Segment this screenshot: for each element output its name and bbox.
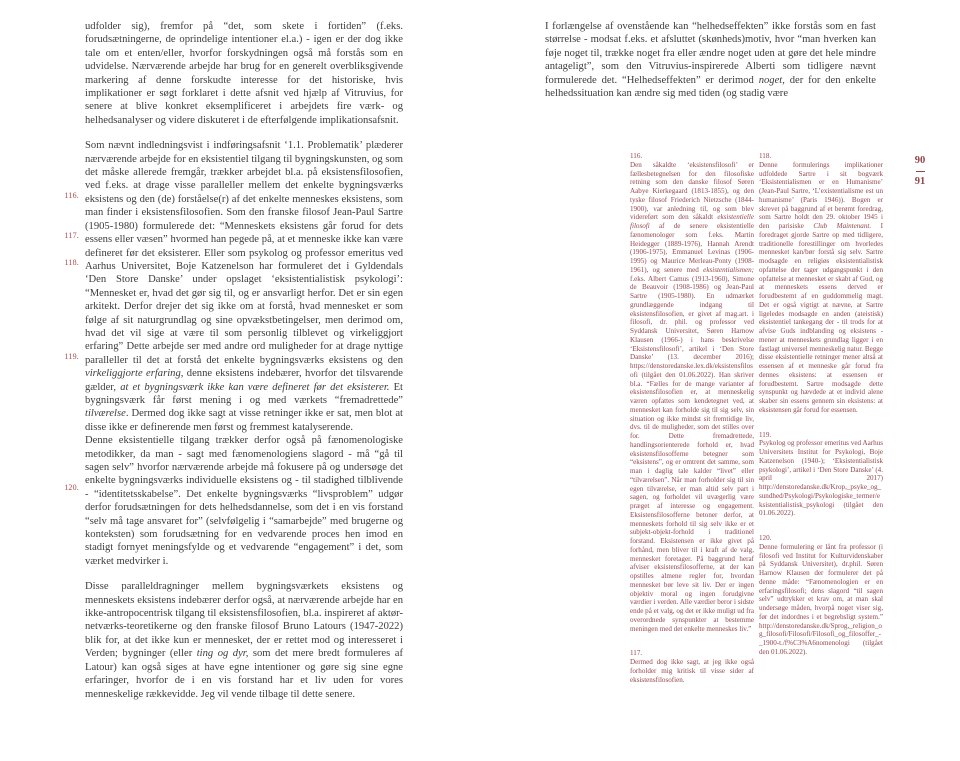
footnote-119 [759, 431, 883, 519]
page-number-dash [916, 171, 925, 172]
paragraph: Disse paralleldragninger mellem bygningsværkets eksistens og menneskets eksistens indebærer derfor også, at nærværende arbejde har en ikke-antropocentrisk tilgang til eksistensfilosofien, bl.a. inspireret af aktør-netværks-teoretikerne og den franske filosof Bruno Latours (1947-2022) blik for, at det ikke kun er mennesket, der er rettet mod og interesseret i Verden; bygninger (eller ting og dyr, som det mere bredt formuleres af Latour) kan også siges at have egne intentioner og gøre sig sine egne erfaringer, hvorfor de i en vis forstand har et liv uden for vores menneskelige rækkevidde. Jeg vil vende tilbage til dette senere. [85, 581, 403, 700]
footnote-number: 117. [630, 649, 643, 658]
footnote-number: 118. [759, 152, 772, 160]
footnote-text: Denne formulering er lånt fra professor (i filosofi ved Institut for Kulturvidenskaber på Syddansk Universitet), dr.phil. Søren Harnow Klausen der formulerer det på denne måde: “Fænomenologien er en erfaringsfilosofi; dens slagord “til sagen selv” udtrykker et krav om, at man skal undersøge måden, hvorpå noget viser sig, før det indordnes i et begrebsligt system.” http://denstoredanske.dk/Sprog,_religion_og_filosofi/Filosofi/Filosofi_og_filosoffer_-_1900-t./f%C3%A6nomenologi (tilgået den 01.06.2022). [759, 542, 883, 656]
footnote-number: 116. [630, 152, 643, 160]
margin-ref-118: 118. [64, 258, 79, 267]
footnote-number: 120. [759, 534, 772, 542]
footnote-120 [759, 534, 883, 657]
paragraph: Denne eksistentielle tilgang trækker derfor også på fænomenologiske metodikker, da man - sagt med fænomenologiens slagord - må “gå til sagen selv” hvorfor nærværende arbejde må fokusere på og undersøge det enkelte bygningsværks individuelle eksistens og - til stadighed tilblivende - “identitetsskabelse”. Det enkelte bygningsværks “livsproblem” udgør derfor forudsætningen for dets helhedsdannelse, som det i en vis forstand “selv må tage ansvaret for” (selvfølgelig i “samarbejde” med brugerne og konteksten) som forudsætning for en vedvarende proces hen imod en stadigt fornyet meningsfylde og et vedvarende “engagement” i det, som værket medvirker i. [85, 435, 403, 567]
footnote-117 [630, 649, 754, 684]
margin-ref-117: 117. [64, 231, 79, 240]
footnote-column-2 [759, 152, 883, 754]
margin-ref-120: 120. [64, 483, 79, 492]
margin-ref-119: 119. [64, 352, 79, 361]
left-page-text-column [85, 20, 403, 701]
page-number-block [903, 155, 937, 188]
footnote-118 [759, 152, 883, 415]
page-number-right: 91 [914, 176, 926, 187]
paragraph: udfolder sig), fremfor på “det, som skete i fortiden” (f.eks. forudsætningerne, de oprindelige intentioner el.a.) - igen er der dog ikke tale om et enten/eller, hvorfor forskydningen også må forstås som en udvidelse. Nærværende arbejde har brug for en generelt overbliksgivende markering af denne forskudte interesse for det historiske, hvis implikationer er søgt forklaret i dette afsnit ved hjælp af Vitruvius, for senere at blive konkret eksemplificeret i arbejdets fire værk- og helhedsanalyser og videre diskuteret i de efterfølgende implikationsafsnit. [85, 21, 403, 126]
intro-paragraph: I forlængelse af ovenstående kan “helhedseffekten” ikke forstås som en fast størrelse - modsat f.eks. et afsluttet (skønheds)motiv, hvor “man hverken kan føje noget til, trække noget fra eller ændre noget uden at gøre det hele mindre antageligt”, som den Vitruvius-inspirerede Alberti som tidligere nævnt formulerede det. “Helhedseffekten” er derimod noget, der for den enkelte helhedssituation kan ændre sig med tiden (og stadig være [545, 21, 876, 100]
footnote-text: Psykolog og professor emeritus ved Aarhus Universitets Institut for Psykologi, Boje Katzenelson (1940-); ‘Eksistentialistisk psykologi’, artikel i ‘Den Store Danske’ (4. april 2017) http://denstoredanske.dk/Krop,_psyke_og_sundhed/Psykologi/Psykologiske_termer/eksistentialistisk_psykologi (tilgået den 01.06.2022). [759, 439, 883, 518]
footnote-116 [630, 152, 754, 633]
footnote-text: Den såkaldte ‘eksistensfilosofi’ er fællesbetegnelsen for den filosofiske retning som den danske filosof Søren Aabye Kierkegaard (1813-1855), og den tyske filosof Friederich Nietzsche (1844-1900), var anledning til, og som blev videreført som den såkaldt eksistentielle filosofi af de senere eksistentielle fænomenologer som f.eks. Martin Heidegger (1889-1976), Hannah Arendt (1906-1975), Emmanuel Levinas (1906-1995) og Maurice Merleau-Ponty (1908-1961), og senere med eksistentialismen; f.eks. Albert Camus (1913-1960), Simone de Beauvoir (1908-1986) og Jean-Paul Sartre (1905-1980). En udmærket grundlæggende indgang til eksistensfilosofien, er givet af mag.art. i filosofi, dr. phil. og professor ved Syddansk Universitet, Søren Harnow Klausen (1966-) i hans beskrivelse ‘Eksistensfilosofi’, artikel i ‘Den Store Danske’ (13. december 2016); https://denstoredanske.lex.dk/eksistensfilosofi (tilgået den 01.06.2022). Han skriver bl.a. “Fælles for de mange varianter af eksistensfilosofien er, at menneskelig væren opfattes som kendetegnet ved, at mennesket kan forholde sig til sig selv, sin situation og ikke mindst sit fremtidige liv, dvs. til de muligheder, som det stilles over for. Dette fremadrettede, handlingsorienterede forhold er, hvad eksistensfilosofferne betegner som “eksistens”, og er omtrent det samme, som man i daglig tale kalder “livet” eller “tilværelsen”. Når man forholder sig til sin egen tilværelse, er man altid selv part i sagen, og forholdet vil uvægerlig være præget af interesse og engagement. Eksistensfilosofferne betoner derfor, at menneskets forhold til sig selv ikke er et subjekt-objekt-forhold i traditionel forstand. Eksistensen er ikke givet på forhånd, men bliver til i kraft af de valg, mennesket foretager. På baggrund heraf afviser eksistensfilosofferne, at der kan opstilles almene regler for, hvordan mennesket bør leve sit liv. Der er ingen objektiv moral og ingen forudgivne værdier i verden. Alle værdier beror i sidste ende på et valg, og det er ikke muligt ud fra overordnede synspunkter at bestemme meningen med det enkelte menneskes liv.” [630, 160, 754, 633]
page-number-left: 90 [914, 155, 926, 166]
footnote-text: Dermed dog ikke sagt, at jeg ikke også forholder mig kritisk til visse sider af eksistensfilosofien. [630, 658, 754, 684]
right-page-text-column [545, 20, 876, 100]
footnote-number: 119. [759, 430, 772, 439]
footnote-column-1 [630, 152, 754, 754]
margin-ref-116: 116. [64, 191, 79, 200]
paragraph: Som nævnt indledningsvist i indføringsafsnit ‘1.1. Problematik’ plæderer nærværende arbejde for en eksistentiel tilgang til bygningskunsten, og som det måske allerede fremgår, trækker arbejdet bl.a. på eksistensfilosofien, ved f.eks. at drage visse paralleller mellem det enkelte bygningsværks eksistens og den (de) forståelse(r) af det enkelte menneskes eksistens, som man finder i eksistensfilosofien. Som den franske filosof Jean-Paul Sartre (1905-1980) formulerede det: “Menneskets eksistens går forud for dets essens eller væsen” hvormed han pegede på, at et menneske ikke kan være defineret før det eksisterer. Eller som psykolog og professor emeritus ved Aarhus Universitet, Boje Katzenelson har formuleret det i Gyldendals ‘Den Store Danske’ under opslaget ‘eksistentialistisk psykologi’: “Mennesket er, hvad det gør sig til, og er ansvarligt herfor. Det er sin egen arkitekt. Derfor drejer det sig ikke om at forstå, hvad mennesket er som følge af sit naturgrundlag og sine opvækstbetingelser, men derimod om, hvad det vil sige at være til som personlig tilblevet og virkeliggjort erfaring” Dette arbejde ser med andre ord muligheder for at drage nyttige paralleller til det at forstå det enkelte bygningsværks eksistens og den virkeliggjorte erfaring, denne eksistens indebærer, hvorfor det tilsvarende gælder, at et bygningsværk ikke kan være defineret før det eksisterer. Et bygningsværk får først mening i og med værkets “fremadrettede” tilværelse. Dermed dog ikke sagt at visse retninger ikke er sat, men blot at disse ikke er definerende men først og fremmest katalyserende. [85, 140, 403, 433]
footnote-text: Denne formulerings implikationer udfoldede Sartre i sit bogværk ‘Eksistentialismen er en Humanisme’ (Jean-Paul Sartre, ‘L’existentialisme est un humanisme’ (Paris 1946)). Bogen er skrevet på baggrund af et berømt foredrag, som Sartre holdt den 29. oktober 1945 i den parisiske Club Maintenant. I foredraget gjorde Sartre op med tidligere, traditionelle forestillinger om hvorledes mennesket kan/bør forstå sig selv. Sartre modsagde en religiøs eksistentialistisk opfattelse der tager udgangspunkt i den opfattelse at mennesket er skabt af Gud, og at menneskets essens derved er forudbestemt af en guddommelig magt. Det er også vigtigt at nævne, at Sartre ligeledes modsagde en anden (ateistisk) eksistentiel tankegang der - til trods for at afvise Guds indblanding og eksistens - mener at menneskets grundlag ligger i en fastlagt universel menneskelig natur. Begge disse eksistentielle retninger mener altså at essensen af et menneske går forud fra dennes eksistens: at essensen er forudbestemt. Sartre modsagde dette synspunkt og hævdede at et individ alene skaber sin essens gennem sin eksistens: at eksistensen går forud for essensen. [759, 160, 883, 414]
